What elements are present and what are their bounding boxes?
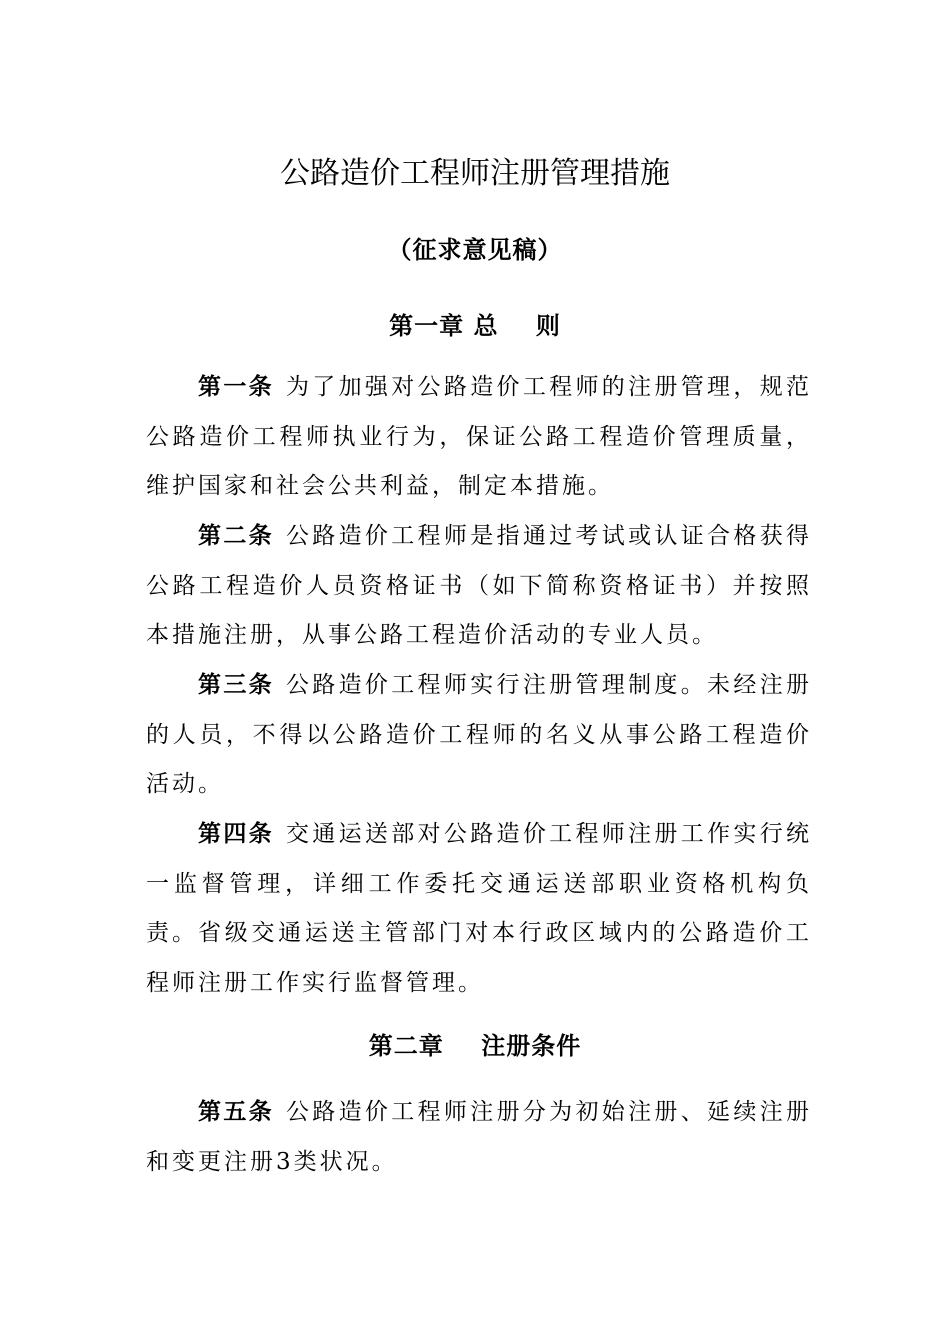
document-subtitle: （征求意见稿） — [387, 235, 563, 264]
article-text: 省级交通运送主管部门对本行政区域内的公路造价工程师注册工作实行监督管理。 — [146, 920, 812, 996]
article-2 — [146, 511, 812, 661]
article-label: 第一条 — [198, 373, 274, 400]
article-1 — [146, 362, 812, 512]
article-text: 公路造价工程师实行注册管理制度。未经注册的人员，不得以公路造价工程师的名义从事公路工程造价活动。 — [146, 672, 813, 798]
article-text: 为了加强对公路造价工程师的注册管理，规范公路造价工程师执业行为，保证公路工程造价管理质量，维护国家和社会公共利益，制定本措施。 — [146, 374, 813, 500]
article-label: 第三条 — [198, 671, 274, 698]
article-3 — [146, 660, 812, 810]
article-label: 第五条 — [198, 1098, 274, 1125]
article-5 — [146, 1087, 812, 1187]
article-label: 第四条 — [198, 820, 274, 847]
chapter-heading-2: 第二章 注册条件 — [368, 1031, 582, 1060]
article-text: 公路造价工程师注册分为初始注册、延续注册和变更注册3类状况。 — [146, 1099, 813, 1175]
article-4-paragraph-2 — [146, 909, 812, 1008]
article-text: 公路造价工程师是指通过考试或认证合格获得公路工程造价人员资格证书（如下简称资格证书）并按照本措施注册，从事公路工程造价活动的专业人员。 — [146, 523, 813, 649]
document-title: 公路造价工程师注册管理措施 — [280, 156, 670, 191]
chapter-heading-1: 第一章 总 则 — [389, 311, 561, 340]
article-label: 第二条 — [198, 522, 274, 549]
article-text: 交通运送部对公路造价工程师注册工作实行统一监督管理，详细工作委托交通运送部职业资格机构负责。 — [146, 821, 813, 947]
